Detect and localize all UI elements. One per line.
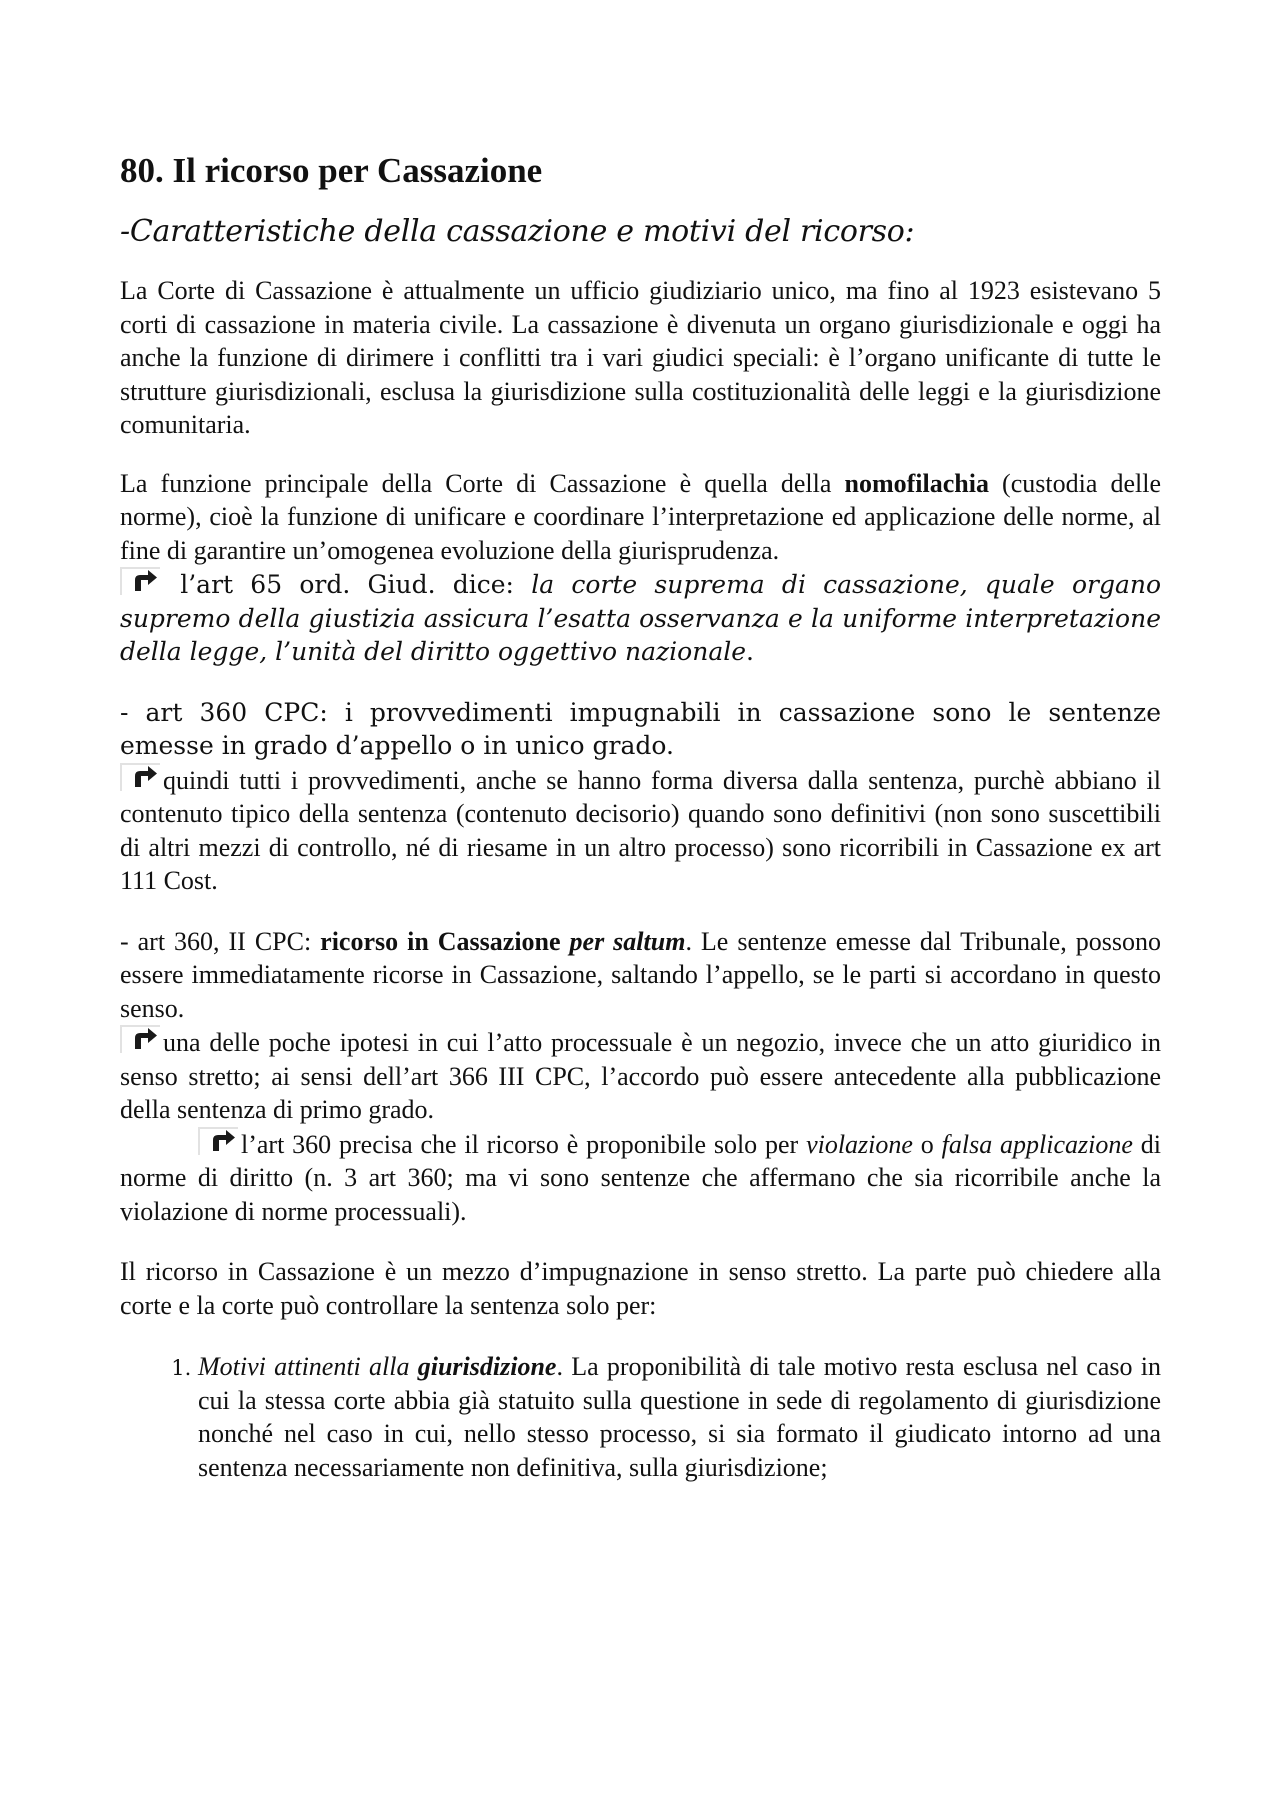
- nomofilachia-term: nomofilachia: [844, 468, 989, 498]
- paragraph-nomofilachia: La funzione principale della Corte di Cassazione è quella della nomofilachia (custodia delle norme), cioè la funzione di unificare e coordinare l’interpretazione ed applicazione delle norme, al fine di garantire un’omogenea evoluzione della giurisprudenza.: [120, 468, 1162, 565]
- arrow-turn-right-icon: [120, 763, 160, 791]
- page-title: 80. Il ricorso per Cassazione: [120, 151, 543, 190]
- arrow-turn-right-icon: [198, 1127, 238, 1155]
- note-art-65: l’art 65 ord. Giud. dice: la corte suprema di cassazione, quale organo supremo della giustizia assicura l’esatta osservanza e la uniforme interpretazione della legge, l’unità del diritto oggettivo nazionale.: [120, 567, 1161, 669]
- note-provvedimenti: quindi tutti i provvedimenti, anche se hanno forma diversa dalla sentenza, purchè abbiano il contenuto tipico della sentenza (contenuto decisorio) quando sono definitivi (non sono suscettibili di altri mezzi di controllo, né di riesame in un altro processo) sono ricorribili in Cassazione ex art 111 Cost.: [120, 763, 1161, 898]
- note-violazione: l’art 360 precisa che il ricorso è proponibile solo per violazione o falsa applicazione di norme di diritto (n. 3 art 360; ma vi sono sentenze che affermano che sia ricorribile anche la violazione di norme processuali).: [120, 1127, 1161, 1229]
- motivi-list: [120, 1350, 1161, 1484]
- paragraph-mezzo-impugnazione: Il ricorso in Cassazione è un mezzo d’impugnazione in senso stretto. La parte può chiedere alla corte e la corte può controllare la sentenza solo per:: [120, 1257, 1161, 1320]
- document-body: [120, 150, 1161, 1484]
- note-negozio: una delle poche ipotesi in cui l’atto processuale è un negozio, invece che un atto giuridico in senso stretto; ai sensi dell’art 366 III CPC, l’accordo può essere antecedente alla pubblicazione della sentenza di primo grado.: [120, 1025, 1161, 1127]
- paragraph-per-saltum: - art 360, II CPC: ricorso in Cassazione per saltum. Le sentenze emesse dal Tribunale, possono essere immediatamente ricorse in Cassazione, saltando l’appello, se le parti si accordano in questo senso.: [120, 926, 1162, 1023]
- section-subtitle: -Caratteristiche della cassazione e motivi del ricorso:: [120, 214, 915, 249]
- arrow-turn-right-icon: [120, 567, 160, 595]
- arrow-turn-right-icon: [120, 1025, 160, 1053]
- paragraph-art-360: - art 360 CPC: i provvedimenti impugnabili in cassazione sono le sentenze emesse in grado d’appello o in unico grado.: [120, 697, 1161, 760]
- paragraph-corte-cassazione: La Corte di Cassazione è attualmente un ufficio giudiziario unico, ma fino al 1923 esistevano 5 corti di cassazione in materia civile. La cassazione è divenuta un organo giurisdizionale e oggi ha anche la funzione di dirimere i conflitti tra i vari giudici speciali: è l’organo unificante di tutte le strutture giurisdizionali, esclusa la giurisdizione sulla costituzionalità delle leggi e la giurisdizione comunitaria.: [120, 276, 1161, 439]
- list-item: 1. Motivi attinenti alla giurisdizione. La proponibilità di tale motivo resta esclusa nel caso in cui la stessa corte abbia già statuito sulla questione in sede di regolamento di giurisdizione nonché nel caso in cui, nello stesso processo, si sia formato il giudicato intorno ad una sentenza necessariamente non definitiva, sulla giurisdizione;: [198, 1350, 1161, 1484]
